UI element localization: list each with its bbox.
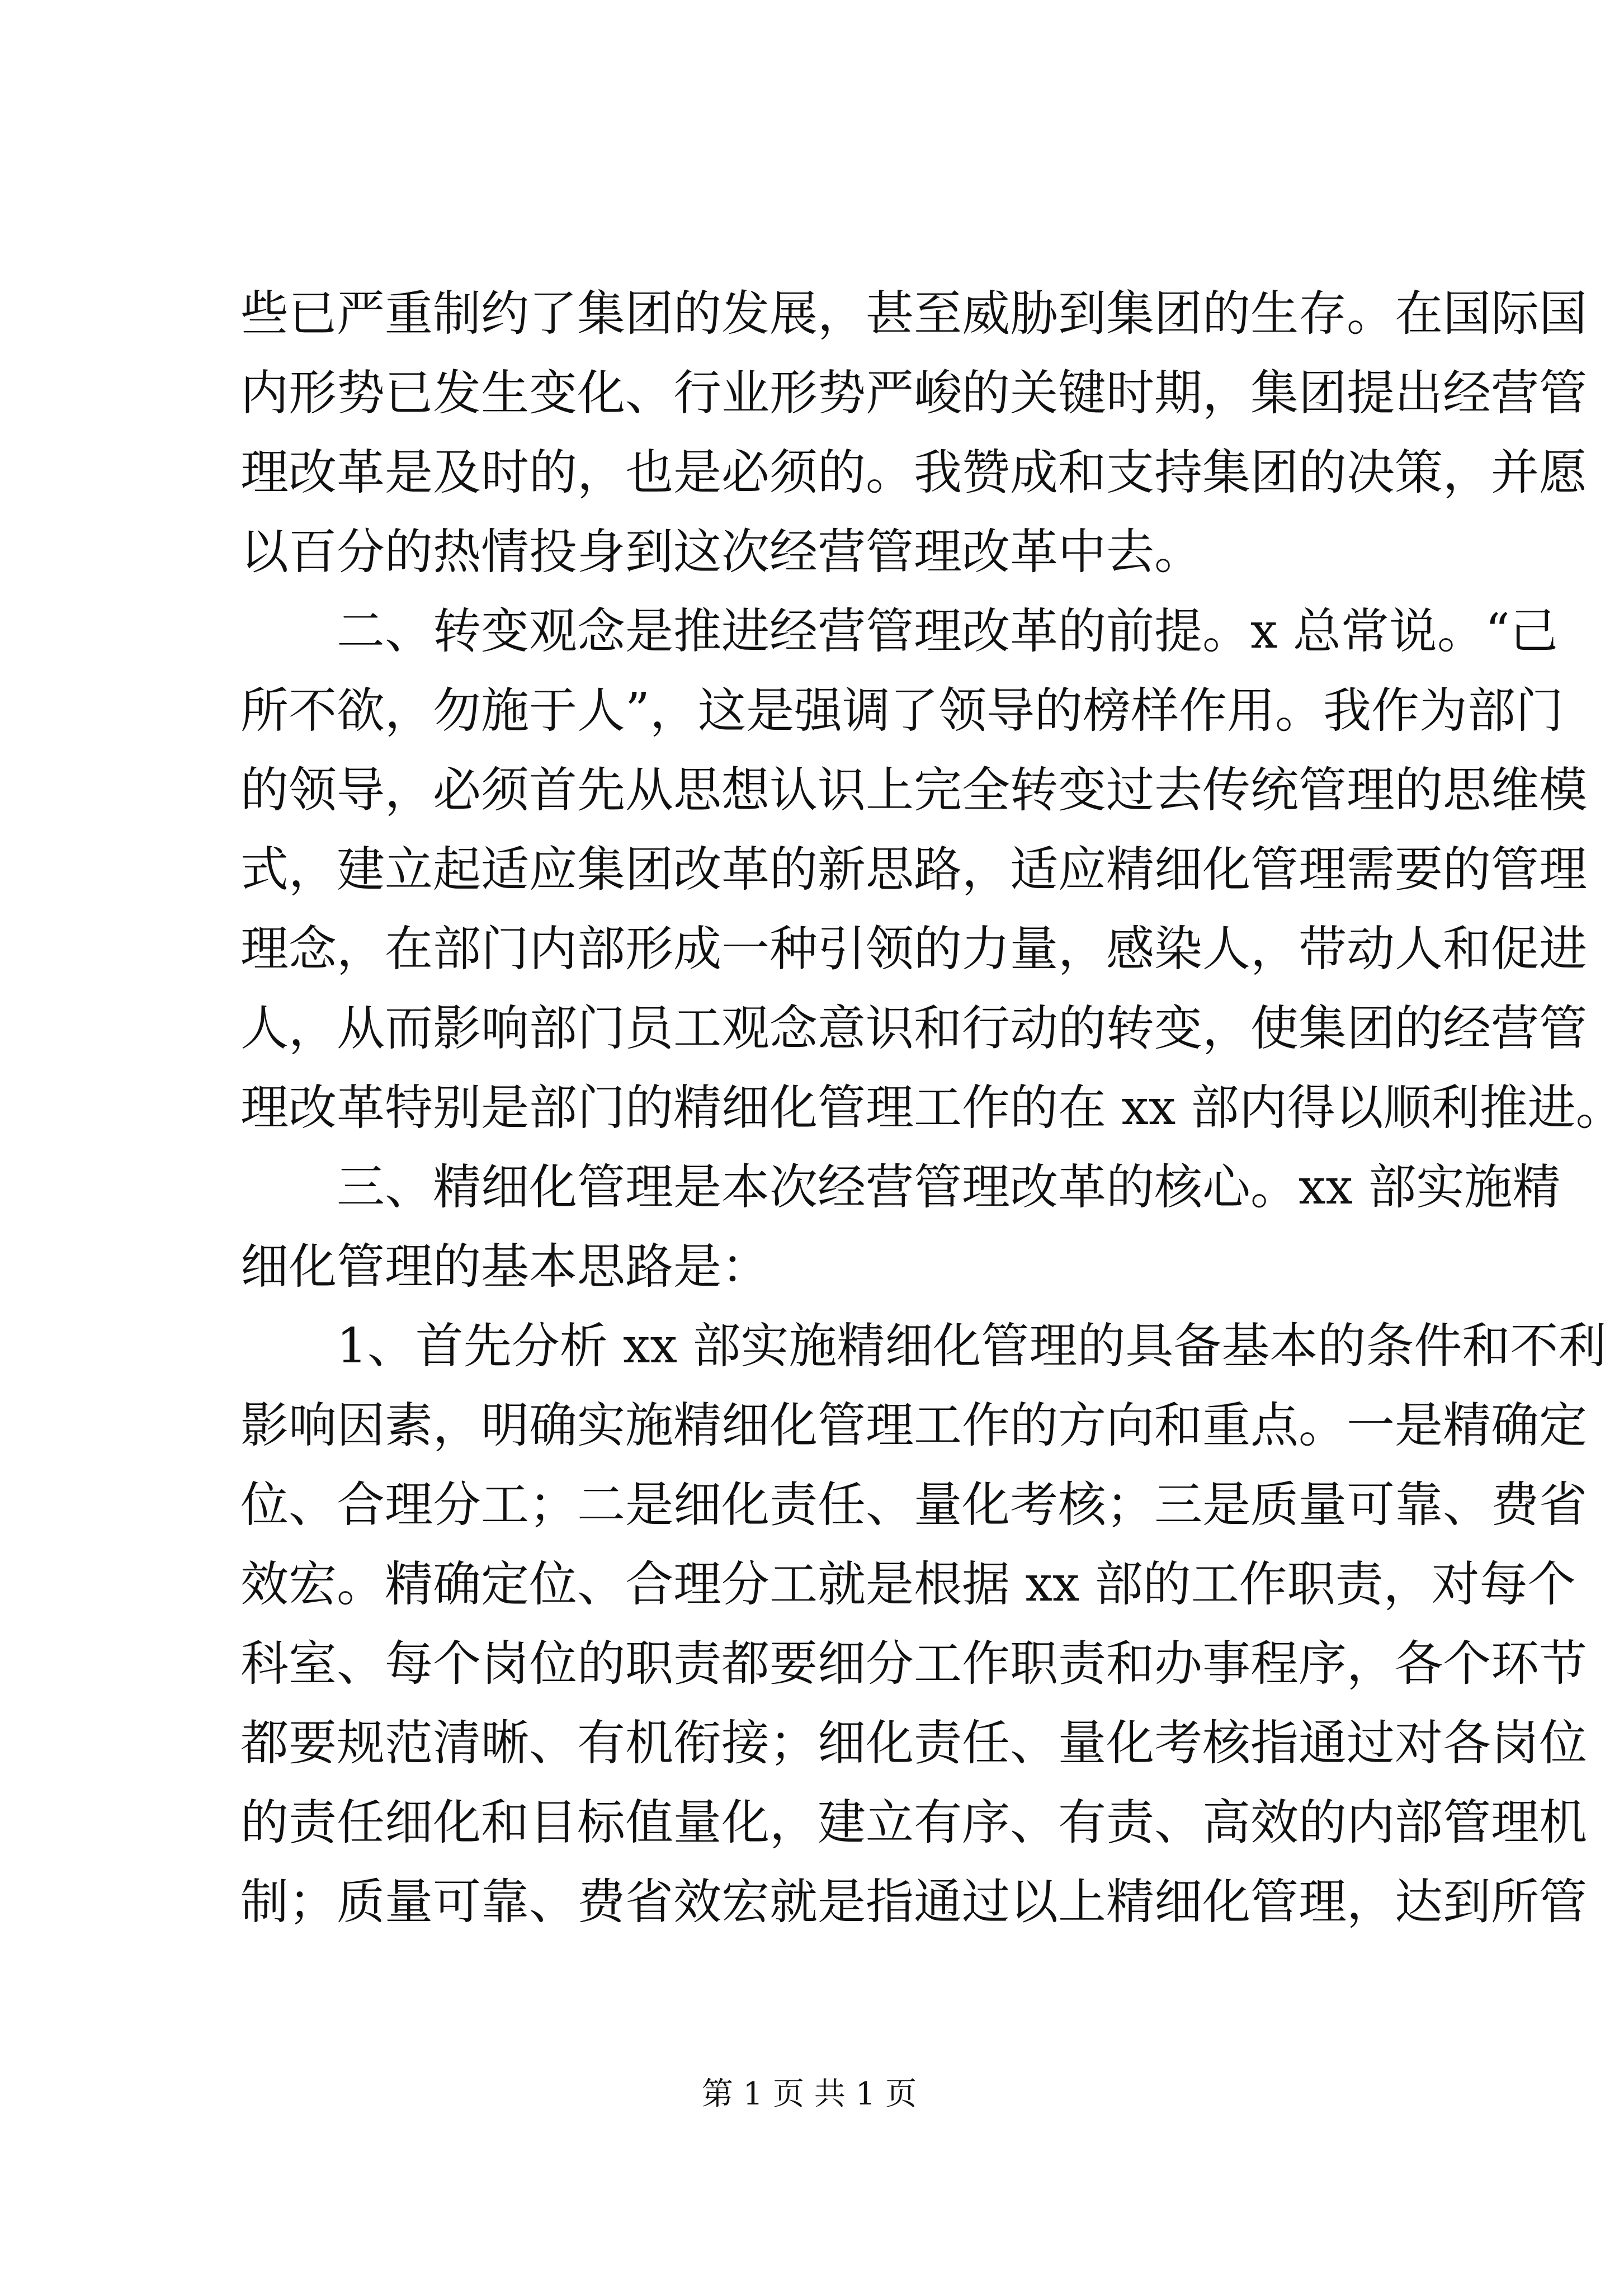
text-line: 细化管理的基本思路是： [240, 1239, 769, 1295]
text-line: 内形势已发生变化、行业形势严峻的关键时期，集团提出经营管 [240, 365, 1587, 421]
text-line: 人，从而影响部门员工观念意识和行动的转变，使集团的经营管 [240, 1000, 1587, 1056]
text-line: 二、转变观念是推进经营管理改革的前提。x 总常说。“己 [240, 603, 1558, 659]
text-line: 理改革是及时的，也是必须的。我赞成和支持集团的决策，并愿 [240, 445, 1587, 501]
text-line: 所不欲，勿施于人”，这是强调了领导的榜样作用。我作为部门 [240, 683, 1564, 739]
text-line: 都要规范清晰、有机衔接；细化责任、量化考核指通过对各岗位 [240, 1715, 1587, 1771]
text-line: 些已严重制约了集团的发展，甚至威胁到集团的生存。在国际国 [240, 286, 1587, 342]
text-line: 影响因素，明确实施精细化管理工作的方向和重点。一是精确定 [240, 1398, 1587, 1453]
text-line: 制；质量可靠、费省效宏就是指通过以上精细化管理，达到所管 [240, 1874, 1587, 1930]
text-line: 的责任细化和目标值量化，建立有序、有责、高效的内部管理机 [240, 1795, 1587, 1851]
document-body [240, 274, 1624, 1942]
text-line: 三、精细化管理是本次经营管理改革的核心。xx 部实施精 [240, 1159, 1561, 1215]
text-line: 科室、每个岗位的职责都要细分工作职责和办事程序，各个环节 [240, 1636, 1587, 1692]
text-line: 理改革特别是部门的精细化管理工作的在 xx 部内得以顺利推进。 [240, 1080, 1624, 1136]
page-footer: 第 1 页 共 1 页 [701, 2076, 917, 2112]
text-line: 位、合理分工；二是细化责任、量化考核；三是质量可靠、费省 [240, 1477, 1587, 1533]
text-line: 效宏。精确定位、合理分工就是根据 xx 部的工作职责，对每个 [240, 1556, 1576, 1612]
text-line: 1、首先分析 xx 部实施精细化管理的具备基本的条件和不利 [240, 1318, 1607, 1374]
text-line: 理念，在部门内部形成一种引领的力量，感染人，带动人和促进 [240, 921, 1587, 977]
text-line: 的领导，必须首先从思想认识上完全转变过去传统管理的思维模 [240, 762, 1587, 818]
text-line: 式，建立起适应集团改革的新思路，适应精细化管理需要的管理 [240, 842, 1587, 898]
text-line: 以百分的热情投身到这次经营管理改革中去。 [240, 524, 1202, 580]
